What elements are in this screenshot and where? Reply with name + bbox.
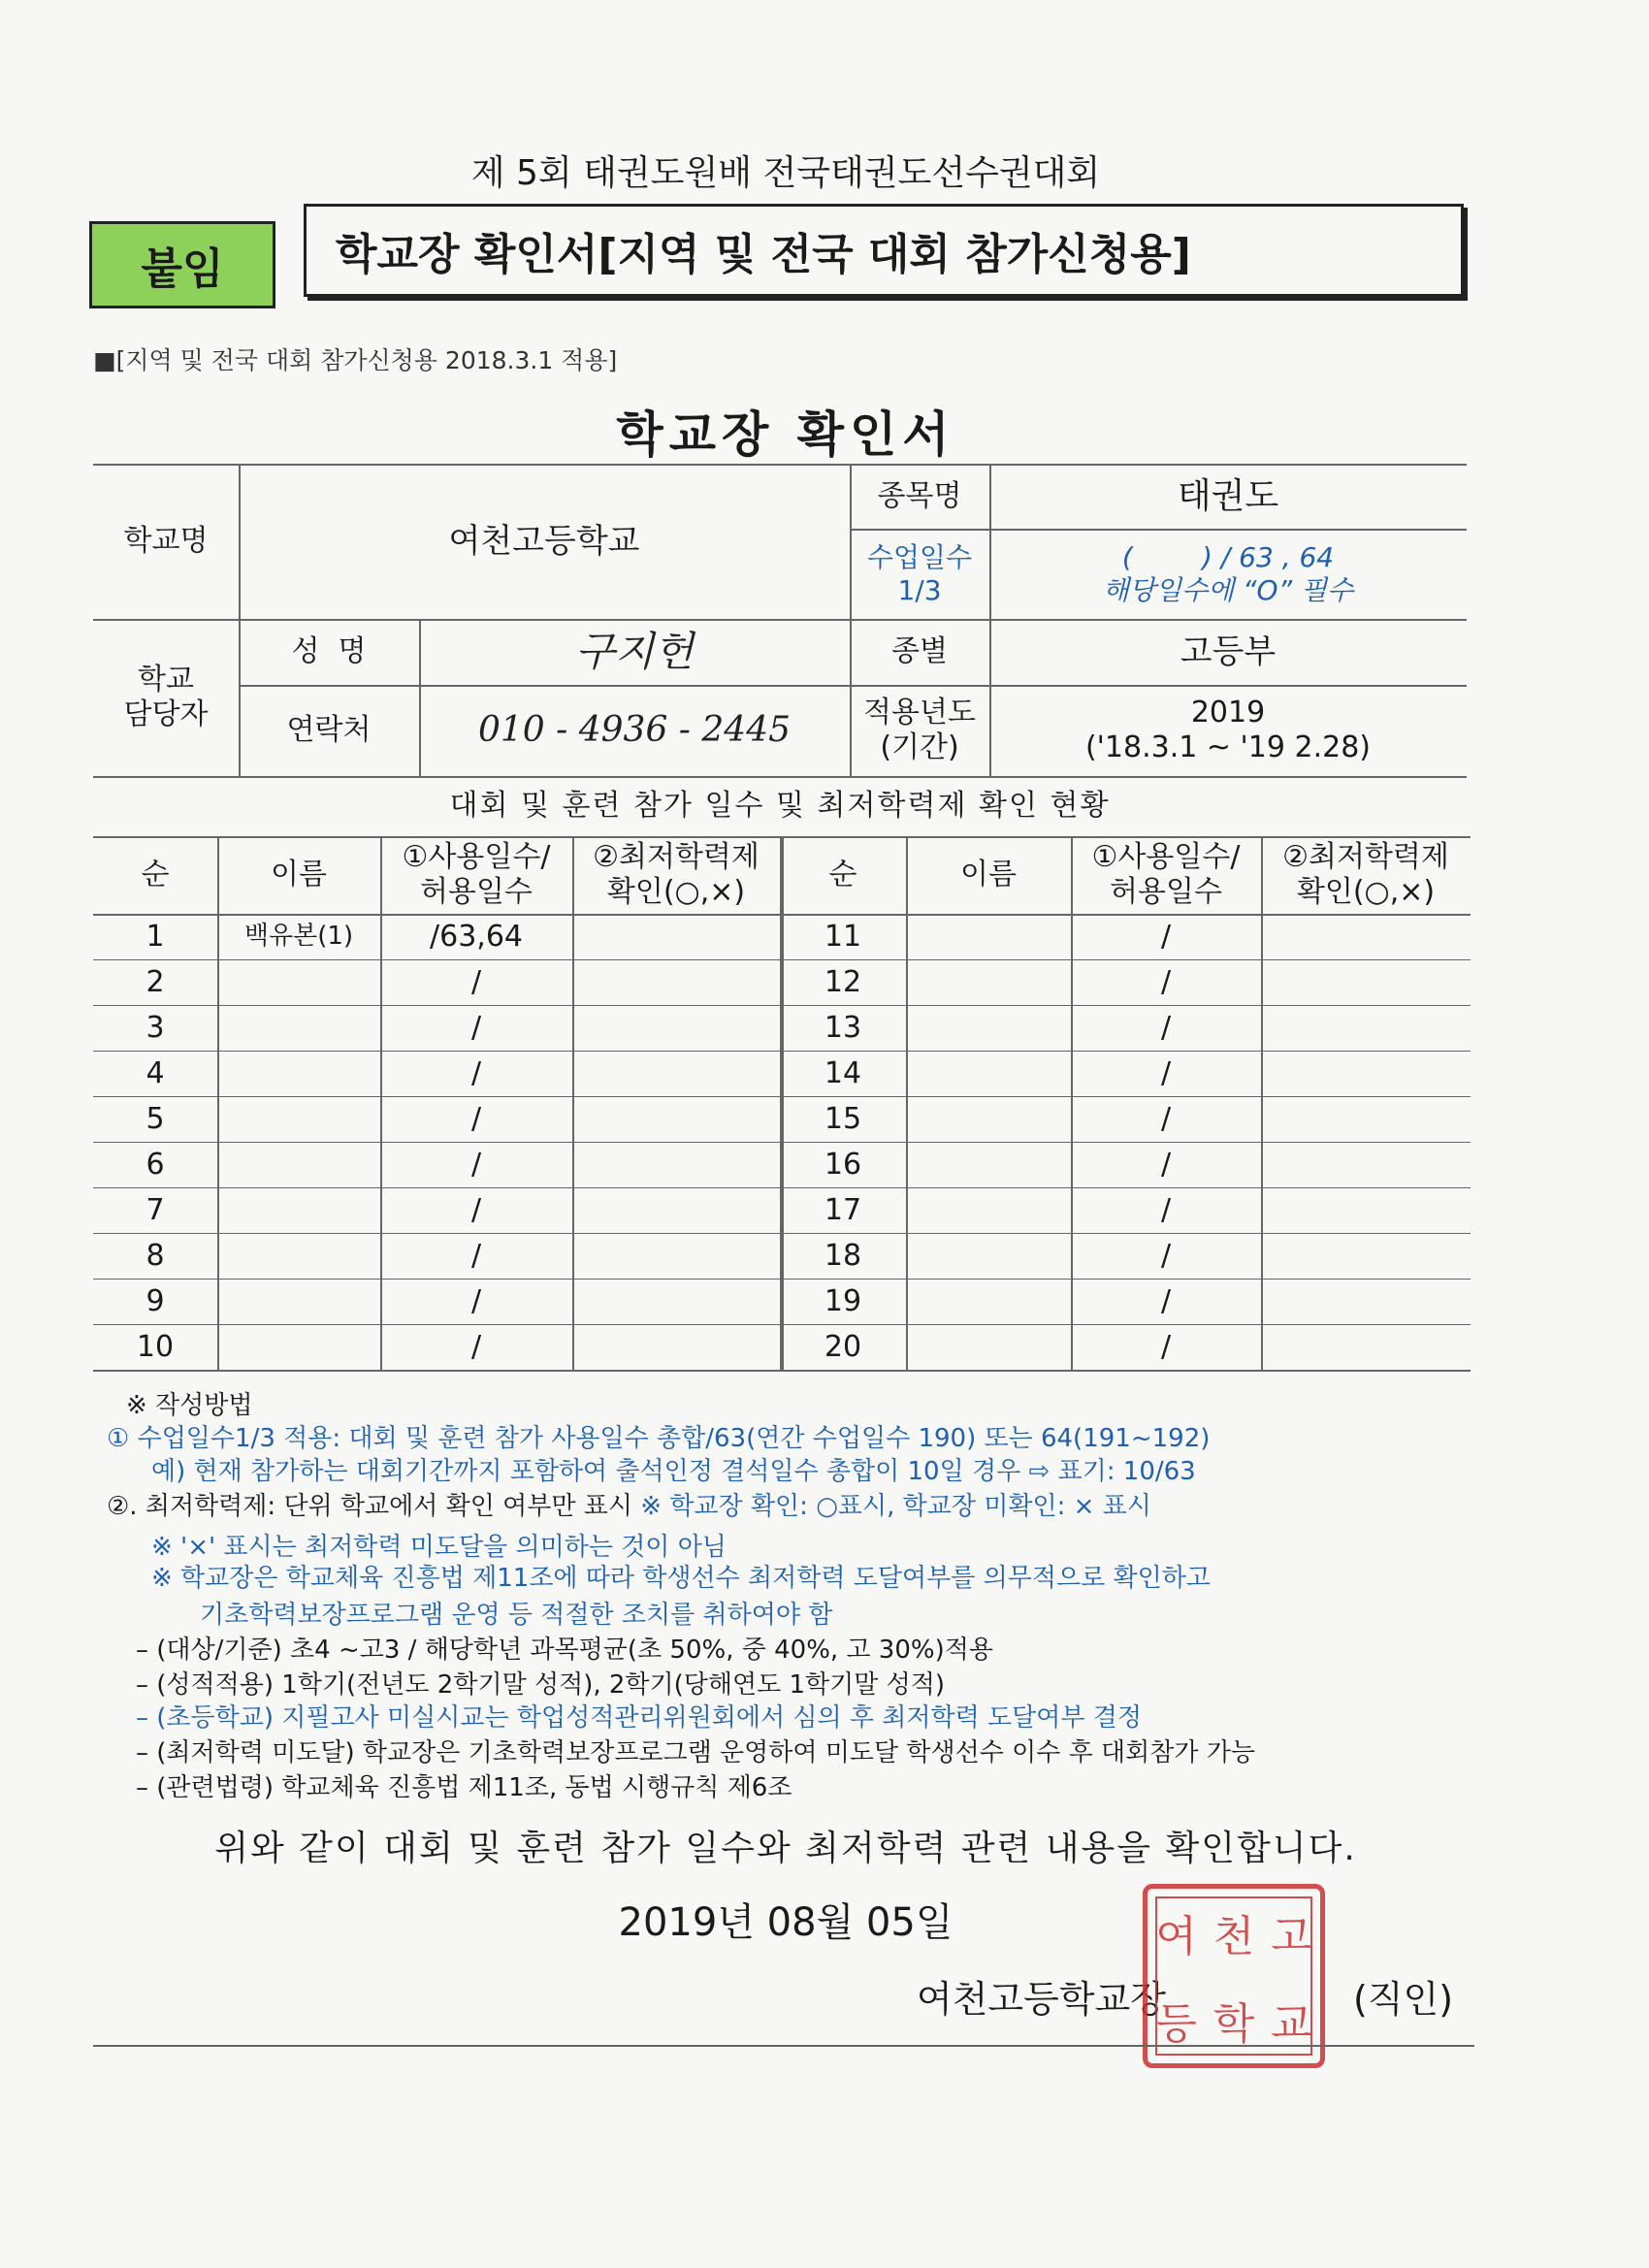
header-academic-left (572, 836, 780, 914)
contact-label: 연락처 (286, 713, 372, 747)
row-days-left: / (470, 1147, 482, 1182)
header-academic-line2: 확인(○,×) (1296, 875, 1436, 909)
row-days-left: / (470, 1010, 482, 1045)
row-days-right: / (1160, 1010, 1172, 1045)
row-name-left (217, 959, 380, 1005)
header-days-line1: ①사용일수/ (1091, 840, 1241, 874)
section-title: 대회 및 훈련 참가 일수 및 최저학력제 확인 현황 (449, 789, 1111, 823)
header-name-left: 이름 (271, 858, 327, 891)
row-number-right: 19 (824, 1283, 862, 1318)
row-days-right: / (1160, 919, 1172, 954)
row-number-right: 13 (824, 1010, 862, 1045)
header-days-line2: 허용일수 (420, 875, 533, 909)
row-name-left (217, 1142, 380, 1187)
row-days-left: / (470, 1055, 482, 1090)
row-number-left: 8 (146, 1238, 165, 1273)
note-line-7: – (대상/기준) 초4 ~고3 / 해당학년 과목평균(초 50%, 중 40%, 고 30%)적용 (136, 1636, 993, 1665)
issue-date: 2019년 08월 05일 (618, 1900, 954, 1945)
row-number-left: 2 (146, 964, 165, 999)
header-academic-line1: ②최저학력제 (593, 840, 760, 874)
row-days-right: / (1160, 1147, 1172, 1182)
note-line-1: ① 수업일수1/3 적용: 대회 및 훈련 참가 사용일수 총합/63(연간 수업일수 190) 또는 64(191~192) (107, 1424, 1211, 1453)
row-days-left: / (470, 1283, 482, 1318)
row-days-right: / (1160, 1055, 1172, 1090)
row-name-left (217, 1005, 380, 1051)
row-days-right: / (1160, 1101, 1172, 1136)
seal-char: 교 (1271, 1999, 1312, 2049)
school-name-label: 학교명 (123, 524, 209, 558)
staff-label (93, 619, 239, 776)
row-name-left (217, 1279, 380, 1324)
header-academic-line2: 확인(○,×) (606, 875, 746, 909)
seal-text (1148, 1889, 1320, 2063)
row-name-left (217, 1233, 380, 1279)
row-days-left: / (470, 1101, 482, 1136)
note-line-3 (107, 1486, 1151, 1522)
row-name-left (217, 1051, 380, 1096)
school-seal (1143, 1884, 1325, 2068)
header-name-right: 이름 (960, 858, 1017, 891)
row-days-right: / (1160, 1238, 1172, 1273)
year-label-line2: (기간) (880, 730, 959, 764)
note-line-6: 기초학력보장프로그램 운영 등 적절한 조치를 취하여야 함 (200, 1601, 833, 1630)
seal-note: (직인) (1353, 1978, 1454, 2021)
seal-char: 여 (1155, 1912, 1197, 1961)
note-line-8: – (성적적용) 1학기(전년도 2학기말 성적), 2학기(당해연도 1학기말 성적) (136, 1670, 946, 1700)
principal-title: 여천고등학교장 (917, 1978, 1166, 2021)
class-days-value-line2: 해당일수에 “O” 필수 (1102, 573, 1354, 606)
year-value-line1: 2019 (1190, 696, 1266, 729)
note-line-3b: ※ 학교장 확인: ○표시, 학교장 미확인: × 표시 (640, 1492, 1151, 1521)
staff-label-line1: 학교 (138, 663, 194, 697)
contest-title: 제 5회 태권도원배 전국태권도선수권대회 (470, 153, 1101, 193)
header-days-line1: ①사용일수/ (402, 840, 551, 874)
form-title: 학교장 확인서[지역 및 전국 대회 참가신청용] (304, 204, 1464, 297)
row-days-right: / (1160, 1283, 1172, 1318)
row-days-right: / (1160, 1192, 1172, 1227)
row-number-right: 20 (824, 1329, 862, 1364)
row-number-left: 7 (146, 1192, 165, 1227)
staff-label-line2: 담당자 (123, 697, 209, 731)
header-academic-line1: ②최저학력제 (1282, 840, 1449, 874)
row-name-left (217, 1096, 380, 1142)
event-label: 종목명 (877, 478, 962, 513)
header-days-right (1071, 836, 1261, 914)
class-days-label-line2: 1/3 (897, 573, 942, 606)
class-days-label (850, 529, 989, 619)
note-line-11: – (관련법령) 학교체육 진흥법 제11조, 동법 시행규칙 제6조 (136, 1773, 792, 1802)
contact-value: 010 - 4936 - 2445 (477, 710, 792, 751)
row-days-right: / (1160, 964, 1172, 999)
row-name-left: 백유본(1) (243, 921, 354, 951)
note-line-5: ※ 학교장은 학교체육 진흥법 제11조에 따라 학생선수 최저학력 도달여부를 의무적으로 확인하고 (151, 1564, 1211, 1593)
event-value: 태권도 (1177, 475, 1279, 516)
row-number-right: 11 (824, 919, 862, 954)
row-number-left: 3 (146, 1010, 165, 1045)
note-line-10: – (최저학력 미도달) 학교장은 기초학력보장프로그램 운영하여 미도달 학생선수 이수 후 대회참가 가능 (136, 1738, 1255, 1767)
row-number-right: 12 (824, 964, 862, 999)
row-days-right: / (1160, 1329, 1172, 1364)
row-days-left: / (470, 1329, 482, 1364)
class-days-value-line1: ( ) / 63 , 64 (1121, 540, 1335, 573)
row-name-left (217, 1324, 380, 1370)
header-no-left: 순 (141, 858, 170, 891)
row-number-right: 14 (824, 1055, 862, 1090)
row-number-left: 5 (146, 1101, 165, 1136)
seal-char: 등 (1155, 1999, 1197, 2049)
row-days-left: / (470, 1238, 482, 1273)
header-days-left (380, 836, 572, 914)
attach-badge: 붙임 (89, 221, 275, 308)
notes-heading: ※ 작성방법 (126, 1391, 253, 1420)
row-number-right: 15 (824, 1101, 862, 1136)
division-label: 종별 (891, 634, 948, 668)
header-no-right: 순 (828, 858, 857, 891)
school-name-value: 여천고등학교 (448, 521, 640, 561)
note-line-9: – (초등학교) 지필고사 미실시교는 학업성적관리위원회에서 심의 후 최저학력 도달여부 결정 (136, 1703, 1142, 1733)
year-value (989, 685, 1467, 776)
row-days-left: / (470, 1192, 482, 1227)
row-number-right: 18 (824, 1238, 862, 1273)
row-number-left: 4 (146, 1055, 165, 1090)
row-number-left: 1 (146, 919, 165, 954)
division-value: 고등부 (1180, 632, 1277, 671)
usage-note: ■[지역 및 전국 대회 참가신청용 2018.3.1 적용] (93, 346, 618, 374)
year-label (850, 685, 989, 776)
row-number-left: 10 (136, 1329, 175, 1364)
row-number-right: 16 (824, 1147, 862, 1182)
name-value: 구지헌 (575, 627, 694, 675)
seal-char: 천 (1212, 1912, 1255, 1961)
note-line-4: ※ '×' 표시는 최저학력 미도달을 의미하는 것이 아님 (151, 1533, 727, 1562)
confirmation-statement: 위와 같이 대회 및 훈련 참가 일수와 최저학력 관련 내용을 확인합니다. (214, 1829, 1357, 1868)
class-days-label-line1: 수업일수 (866, 540, 973, 573)
row-name-left (217, 1187, 380, 1233)
year-label-line1: 적용년도 (863, 696, 976, 729)
row-days-left: / (470, 964, 482, 999)
seal-char: 학 (1212, 1999, 1255, 2049)
row-number-right: 17 (824, 1192, 862, 1227)
seal-char: 고 (1271, 1912, 1312, 1961)
class-days-value (989, 529, 1467, 619)
row-days-left: /63,64 (430, 919, 523, 954)
row-number-left: 9 (146, 1283, 165, 1318)
header-days-line2: 허용일수 (1110, 875, 1222, 909)
note-line-3a: ②. 최저학력제: 단위 학교에서 확인 여부만 표시 (107, 1492, 641, 1521)
note-line-2: 예) 현재 참가하는 대회기간까지 포함하여 출석인정 결석일수 총합이 10일 경우 ⇨ 표기: 10/63 (151, 1457, 1196, 1486)
name-label: 성 명 (291, 634, 367, 668)
header-academic-right (1261, 836, 1471, 914)
row-number-left: 6 (146, 1147, 165, 1182)
year-value-line2: ('18.3.1 ~ '19 2.28) (1084, 730, 1372, 764)
document-title: 학교장 확인서 (616, 406, 955, 463)
